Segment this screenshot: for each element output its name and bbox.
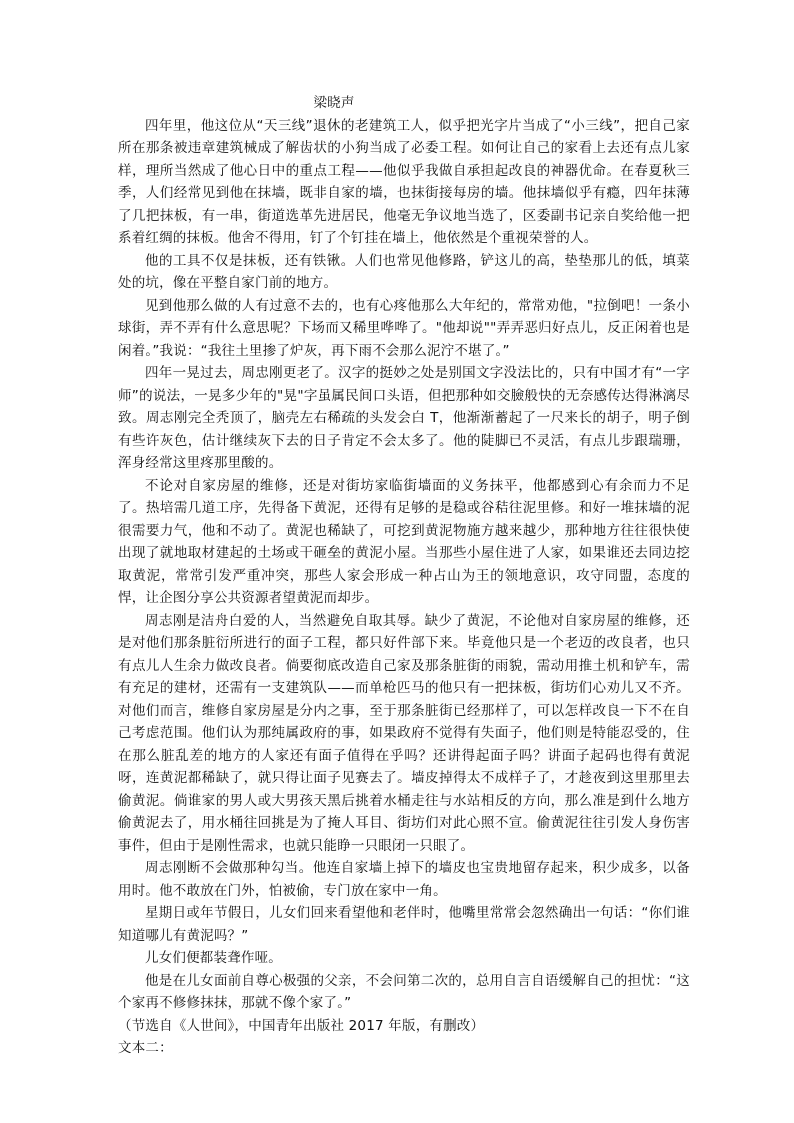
text-two-label: 文本二： — [118, 1040, 173, 1056]
paragraph-3: 见到他那么做的人有过意不去的，也有心疼他那么大年纪的，常常劝他，"拉倒吧！一条小球街，弄不弄有什么意思呢？下场而又稀里哗哗了。"他却说""弄弄恶归好点儿，反正闲着也是闲着。”我说：“我往土里掺了炉灰，再下雨不会那么泥泞不堪了。” — [118, 297, 690, 359]
paragraph-10: 他是在儿女面前自尊心极强的父亲，不会问第二次的，总用自言自语缓解自己的担忧：“这个家再不修修抹抹，那就不像个家了。” — [118, 972, 690, 1011]
document-page — [118, 92, 690, 1060]
paragraph-9: 儿女们便都装聋作哑。 — [145, 950, 282, 966]
paragraph-8: 星期日或年节假日，儿女们回来看望他和老伴时，他嘴里常常会忽然确出一句话：“你们谁知道哪儿有黄泥吗？” — [118, 905, 690, 944]
paragraph-1: 四年里，他这位从“天三线”退休的老建筑工人，似乎把光字片当成了“小三线”，把自己家所在那条被违章建筑械成了解齿状的小狗当成了必委工程。如何让自己的家看上去还有点儿家样，理所当然成了他心日中的重点工程——他似乎我做自承担起改良的神器优命。在春夏秋三季，人们经常见到他在抹墙，既非自家的墙，也抹街接每房的墙。他抹墙似乎有瘾，四年抹薄了几把抹板，有一串，街道选革先进居民，他毫无争议地当选了，区委副书记亲自奖给他一把系着红绸的抹板。他舍不得用，钉了个钉挂在墙上，他依然是个重视荣誉的人。 — [118, 117, 690, 246]
paragraph-7: 周志刚断不会做那种勾当。他连自家墙上掉下的墙皮也宝贵地留存起来，积少成多，以备用时。他不敢放在门外，怕被偷，专门放在家中一角。 — [118, 860, 690, 899]
paragraph-2: 他的工具不仅是抹板，还有铁锹。人们也常见他修路，铲这儿的高，垫垫那儿的低，填菜处的坑，像在平整自家门前的地方。 — [118, 252, 690, 291]
paragraph-6: 周志刚是洁舟白爱的人，当然避免自取其辱。缺少了黄泥，不论他对自家房屋的维修，还是对他们那条脏衍所进行的面子工程，都只好件部下来。毕竟他只是一个老迈的改良者，也只有点儿人生余力做改良者。倘要彻底改造自己家及那条脏街的雨貌，需动用推土机和铲车，需有充足的建材，还需有一支建筑队——而单枪匹马的他只有一把抹板，街坊们心劝儿又不齐。对他们而言，维修自家房屋是分内之事，至于那条脏街已经那样了，可以怎样改良一下不在自己考虑范围。他们认为那纯属政府的事，如果政府不觉得有失面子，他们则是特能忍受的，住在那么脏乱差的地方的人家还有面子值得在乎吗？还讲得起面子吗？讲面子起码也得有黄泥呀，连黄泥都稀缺了，就只得让面子见赛去了。墙皮掉得太不成样子了，才趁夜到这里那里去偷黄泥。倘谁家的男人或大男孩天黑后挑着水桶走往与水站相反的方向，那么准是到什么地方偷黄泥去了，用水桶往回挑是为了掩人耳目、街坊们对此心照不宣。偷黄泥往往引发人身伤害事件，但由于是刚性需求，也就只能睁一只眼闭一只眼了。 — [118, 612, 690, 854]
author-name: 梁晓声 — [313, 95, 355, 111]
paragraph-5: 不论对自家房屋的维修，还是对街坊家临街墙面的义务抹平，他都感到心有余而力不足了。热培需几道工序，先得备下黄泥，还得有足够的是稳或谷秸往泥里修。和好一堆抹墙的泥很需要力气，他和不动了。黄泥也稀缺了，可挖到黄泥物施方越来越少，那种地方往往很快使出现了就地取材建起的土场或干砸垒的黄泥小屋。当那些小屋住进了人家，如果谁还去同边挖取黄泥，常常引发严重冲突，那些人家会形成一种占山为王的领地意识，攻守同盟，态度的悍，让企图分享公共资源者望黄泥而却步。 — [118, 477, 690, 606]
paragraph-4: 四年一晃过去，周忠刚更老了。汉字的挺妙之处是别国文字没法比的，只有中国才有“一字师”的说法，一晃多少年的"晃"字虽属民间口头语，但把那种如交臉般快的无奈感传达得淋漓尽致。周志刚完全秃顶了，脑壳左右稀疏的头发会白 T，他渐渐蓄起了一尺来长的胡子，明子倒有些许灰色，估计继续灰下去的日子肯定不会太多了。他的陡脚已不灵活，有点儿步跟瑞珊，浑身经常这里疼那里酸的。 — [118, 365, 690, 471]
source-citation: （节选自《人世间》，中国青年出版社 2017 年版，有删改） — [118, 1017, 485, 1034]
